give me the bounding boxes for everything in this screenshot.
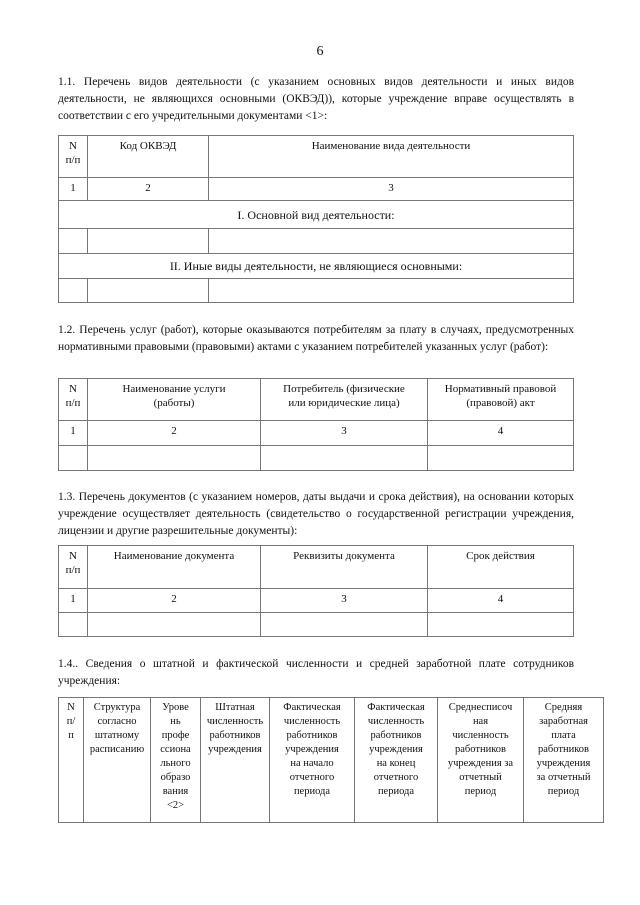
num-cell: 3 xyxy=(261,421,428,446)
header-cell: N п/п xyxy=(59,136,88,178)
page-number: 6 xyxy=(316,44,324,59)
header-cell: Средняя заработная плата работников учреждения за отчетный период xyxy=(524,698,604,823)
empty-cell xyxy=(59,446,88,471)
empty-cell xyxy=(88,229,209,254)
header-cell: N п/п xyxy=(59,379,88,421)
header-cell: Потребитель (физические или юридические лица) xyxy=(261,379,428,421)
staff-table xyxy=(58,697,604,823)
header-cell: Фактическая численность работников учреждения на конец отчетного периода xyxy=(355,698,438,823)
num-cell: 3 xyxy=(209,178,574,201)
header-cell: Фактическая численность работников учреждения на начало отчетного периода xyxy=(270,698,355,823)
empty-cell xyxy=(88,613,261,637)
num-cell: 4 xyxy=(428,589,574,613)
header-cell: Наименование вида деятельности xyxy=(209,136,574,178)
activities-table xyxy=(58,135,574,303)
header-cell: Срок действия xyxy=(428,546,574,589)
header-cell: Реквизиты документа xyxy=(261,546,428,589)
empty-cell xyxy=(59,279,88,303)
num-cell: 1 xyxy=(59,421,88,446)
empty-cell xyxy=(88,279,209,303)
header-cell: Среднесписоч ная численность работников учреждения за отчетный период xyxy=(438,698,524,823)
header-cell: Наименование услуги (работы) xyxy=(88,379,261,421)
header-cell: Урове нь профе ссиона льного образо вания <2> xyxy=(151,698,201,823)
header-cell: Структура согласно штатному расписанию xyxy=(84,698,151,823)
section-1-4-text: 1.4.. Сведения о штатной и фактической численности и средней заработной плате сотрудников учреждения: xyxy=(58,658,574,687)
empty-cell xyxy=(428,613,574,637)
section-main-activity: I. Основной вид деятельности: xyxy=(59,201,574,229)
num-cell: 2 xyxy=(88,178,209,201)
num-cell: 2 xyxy=(88,421,261,446)
documents-table xyxy=(58,545,574,637)
services-table xyxy=(58,378,574,471)
num-cell: 3 xyxy=(261,589,428,613)
section-1-2-text: 1.2. Перечень услуг (работ), которые оказываются потребителям за плату в случаях, предусмотренных нормативными правовыми (правовыми) актами с указанием потребителей указанных услуг (работ): xyxy=(58,324,574,353)
num-cell: 2 xyxy=(88,589,261,613)
num-cell: 1 xyxy=(59,178,88,201)
empty-cell xyxy=(59,229,88,254)
empty-cell xyxy=(209,229,574,254)
num-cell: 1 xyxy=(59,589,88,613)
num-cell: 4 xyxy=(428,421,574,446)
section-other-activities: II. Иные виды деятельности, не являющиеся основными: xyxy=(59,254,574,279)
empty-cell xyxy=(261,446,428,471)
section-1-1-text: 1.1. Перечень видов деятельности (с указанием основных видов деятельности и иных видов деятельности, не являющихся основными (ОКВЭД)), которые учреждение вправе осуществлять в соответствии с его учредительными документами <1>: xyxy=(58,76,574,122)
header-cell: Код ОКВЭД xyxy=(88,136,209,178)
empty-cell xyxy=(261,613,428,637)
empty-cell xyxy=(59,613,88,637)
empty-cell xyxy=(428,446,574,471)
header-cell: Штатная численность работников учреждения xyxy=(201,698,270,823)
empty-cell xyxy=(88,446,261,471)
header-cell: N п/п xyxy=(59,546,88,589)
header-cell: N п/ п xyxy=(59,698,84,823)
empty-cell xyxy=(209,279,574,303)
header-cell: Нормативный правовой (правовой) акт xyxy=(428,379,574,421)
header-cell: Наименование документа xyxy=(88,546,261,589)
section-1-3-text: 1.3. Перечень документов (с указанием номеров, даты выдачи и срока действия), на основании которых учреждение осуществляет деятельность (свидетельство о государственной регистрации учреждения, лицензии и другие разрешительные документы): xyxy=(58,491,574,537)
